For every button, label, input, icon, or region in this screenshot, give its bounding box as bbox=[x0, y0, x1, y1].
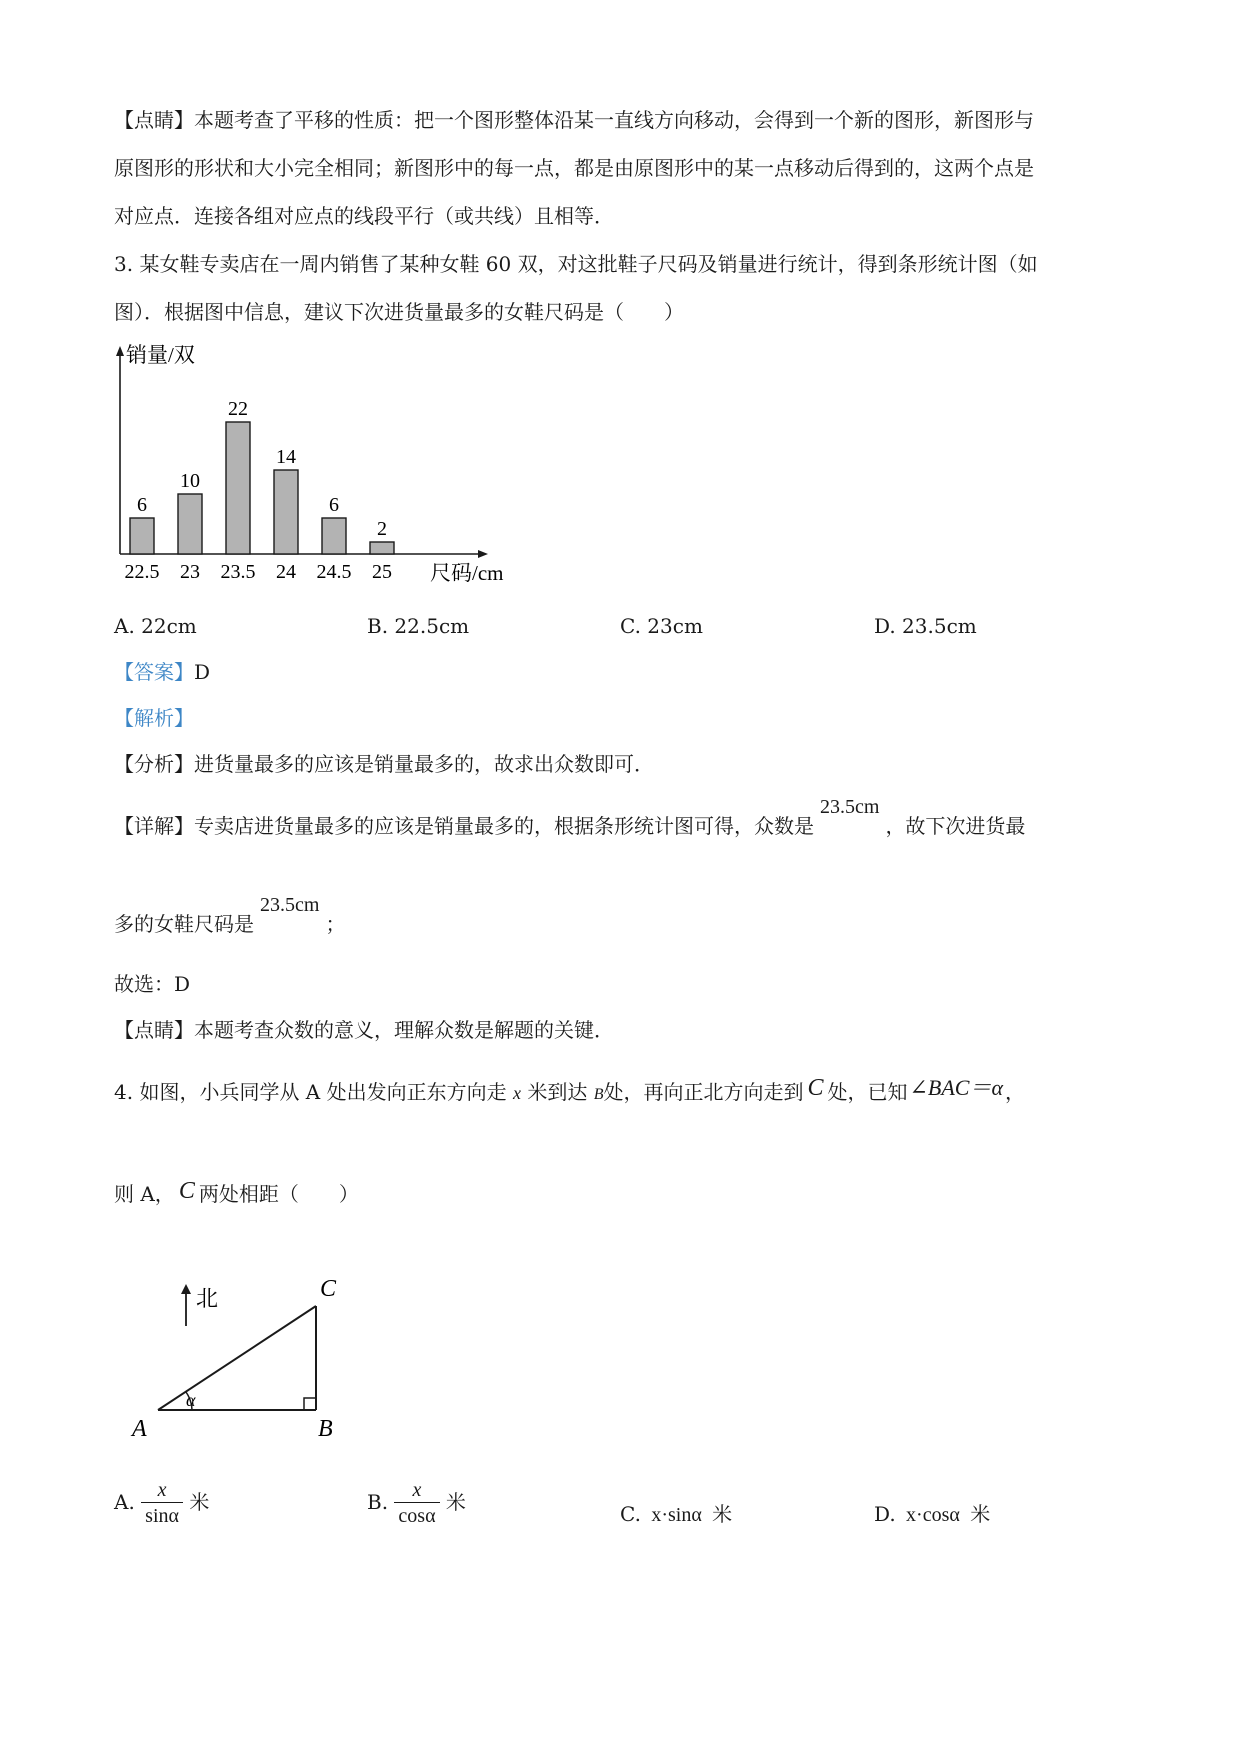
x-axis-arrow-icon bbox=[478, 550, 488, 558]
shoe-size-bar-chart bbox=[100, 340, 520, 590]
q4-choice-b-fraction bbox=[394, 1478, 439, 1529]
q4-stem-line-2 bbox=[114, 1180, 359, 1208]
q3-stem-line-1: 3. 某女鞋专卖店在一周内销售了某种女鞋 60 双，对这批鞋子尺码及销量进行统计，得到条形统计图（如 bbox=[114, 252, 1038, 276]
q4-choice-c-label: C. bbox=[620, 1502, 641, 1526]
q4-var-x: x bbox=[512, 1083, 521, 1103]
point-b-label: B bbox=[318, 1416, 333, 1442]
detail-math-1: 23.5cm bbox=[820, 796, 880, 818]
q3-detail-line-2 bbox=[114, 894, 346, 939]
q4-text-6: 则 A， bbox=[114, 1182, 175, 1206]
q3-fenxi: 【分析】进货量最多的应该是销量最多的，故求出众数即可． bbox=[114, 752, 654, 776]
q4-text-3: 处，再向正北方向走到 bbox=[603, 1080, 804, 1104]
q4-choice-d-expr: x·cosα bbox=[906, 1504, 960, 1526]
alpha-label: α bbox=[186, 1390, 196, 1410]
q4-choice-b-label: B. bbox=[367, 1490, 389, 1514]
x-tick-label: 22.5 bbox=[124, 561, 160, 583]
q4-stem-line-1 bbox=[114, 1075, 1026, 1109]
q4-var-c-2: C bbox=[178, 1178, 195, 1204]
q3-detail-line-1 bbox=[114, 796, 1026, 841]
q4-choice-a-numerator: x bbox=[141, 1478, 183, 1503]
detail-math-2: 23.5cm bbox=[260, 894, 320, 916]
q4-var-c: C bbox=[807, 1075, 824, 1101]
bar bbox=[370, 542, 394, 554]
bar-value-label: 2 bbox=[377, 518, 387, 540]
prev-comment-line-1: 【点睛】本题考查了平移的性质：把一个图形整体沿某一直线方向移动，会得到一个新的图形，新图形与 bbox=[114, 108, 1034, 132]
q4-choice-b-numerator: x bbox=[394, 1478, 439, 1503]
q4-choice-c-expr: x·sinα bbox=[651, 1504, 702, 1526]
bar bbox=[274, 470, 298, 554]
q4-choice-a-unit: 米 bbox=[189, 1490, 210, 1514]
north-label: 北 bbox=[196, 1286, 219, 1311]
q4-choice-c bbox=[620, 1500, 732, 1529]
answer-label: 【答案】 bbox=[114, 660, 194, 684]
q4-text-5: ， bbox=[1005, 1080, 1026, 1104]
q4-choice-b-unit: 米 bbox=[445, 1490, 466, 1514]
q4-choice-d bbox=[874, 1500, 990, 1529]
q3-dianjing: 【点睛】本题考查众数的意义，理解众数是解题的关键． bbox=[114, 1018, 614, 1042]
triangle-figure bbox=[120, 1262, 380, 1442]
bar bbox=[322, 518, 346, 554]
bar bbox=[178, 494, 202, 554]
q3-choice-b: B. 22.5cm bbox=[367, 614, 470, 638]
y-axis-label: 销量/双 bbox=[126, 343, 195, 367]
q4-choice-d-unit: 米 bbox=[970, 1502, 991, 1526]
bar-value-label: 6 bbox=[329, 494, 339, 516]
q3-choice-d: D. 23.5cm bbox=[874, 614, 977, 638]
prev-comment-line-2: 原图形的形状和大小完全相同；新图形中的每一点，都是由原图形中的某一点移动后得到的，这两个点是 bbox=[114, 156, 1034, 180]
q4-text-1: 4. 如图，小兵同学从 A 处出发向正东方向走 bbox=[114, 1080, 507, 1104]
x-tick-label: 24.5 bbox=[316, 561, 352, 583]
q4-var-b: B bbox=[593, 1086, 604, 1103]
q4-choice-a bbox=[114, 1478, 209, 1529]
detail-text-4: ； bbox=[325, 912, 346, 936]
x-tick-label: 23 bbox=[180, 561, 200, 583]
q3-choice-a: A. 22cm bbox=[114, 614, 197, 638]
q4-choice-a-denominator: sinα bbox=[145, 1505, 179, 1527]
point-c-label: C bbox=[320, 1276, 337, 1302]
q4-choice-d-label: D. bbox=[874, 1502, 896, 1526]
right-angle-mark bbox=[304, 1398, 316, 1410]
q3-stem-line-2: 图）．根据图中信息，建议下次进货量最多的女鞋尺码是（ ） bbox=[114, 300, 684, 324]
bar-value-label: 6 bbox=[137, 494, 147, 516]
bar-value-label: 10 bbox=[180, 470, 200, 492]
q4-angle-expr: ∠BAC＝α bbox=[909, 1075, 1004, 1100]
bar-value-label: 22 bbox=[228, 398, 248, 420]
q4-choice-a-label: A. bbox=[114, 1490, 135, 1514]
q4-choice-b bbox=[367, 1478, 466, 1529]
detail-text-3: 多的女鞋尺码是 bbox=[114, 912, 254, 936]
side-ac bbox=[158, 1306, 316, 1410]
detail-text-1: 【详解】专卖店进货量最多的应该是销量最多的，根据条形统计图可得，众数是 bbox=[114, 814, 814, 838]
q4-text-4: 处，已知 bbox=[827, 1080, 908, 1104]
prev-comment-line-3: 对应点．连接各组对应点的线段平行（或共线）且相等． bbox=[114, 204, 614, 228]
q4-text-7: 两处相距（ ） bbox=[198, 1182, 359, 1206]
answer-value: D bbox=[194, 660, 211, 684]
q3-answer bbox=[114, 658, 210, 686]
y-axis-arrow-icon bbox=[116, 346, 124, 356]
north-arrow-icon bbox=[181, 1284, 191, 1294]
q3-analysis-label: 【解析】 bbox=[114, 706, 194, 730]
q4-choice-c-unit: 米 bbox=[712, 1502, 733, 1526]
q3-choice-c: C. 23cm bbox=[620, 614, 703, 638]
q4-choice-b-denominator: cosα bbox=[398, 1505, 436, 1527]
x-tick-label: 25 bbox=[372, 561, 392, 583]
x-tick-label: 23.5 bbox=[220, 561, 256, 583]
point-a-label: A bbox=[132, 1416, 147, 1442]
bar-value-label: 14 bbox=[276, 446, 296, 468]
q4-choice-a-fraction bbox=[141, 1478, 183, 1529]
q4-text-2: 米到达 bbox=[527, 1080, 588, 1104]
bar bbox=[130, 518, 154, 554]
detail-text-2: ，故下次进货最 bbox=[885, 814, 1026, 838]
x-axis-label: 尺码/cm bbox=[430, 561, 504, 585]
x-tick-label: 24 bbox=[276, 561, 296, 583]
bar bbox=[226, 422, 250, 554]
q3-choose: 故选：D bbox=[114, 972, 191, 996]
